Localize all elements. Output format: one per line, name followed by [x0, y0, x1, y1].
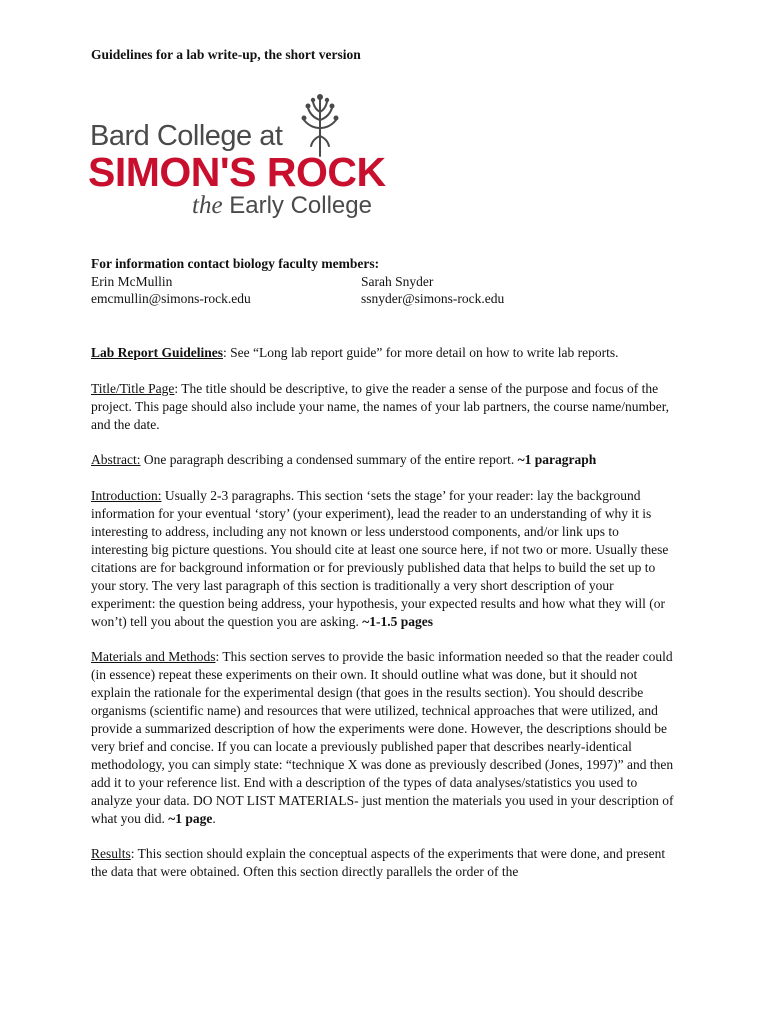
title-page-label: Title/Title Page — [91, 380, 175, 396]
results-paragraph — [91, 845, 677, 881]
contact-emails-row — [91, 290, 691, 308]
college-logo — [88, 92, 388, 227]
abstract-length: ~1 paragraph — [517, 452, 597, 468]
methods-text: : This section serves to provide the basic information needed so that the reader could (in essence) repeat these experiments on their own. It should outline what was done, but it should not explain the rationale for the experimental design (that goes in the results section). You should describe organisms (scientific name) and resources that were utilized, technical approaches that were utilized, and provide a summarized description of how the experiments were done. However, the descriptions should be very brief and concise. If you can locate a previously published paper that describes nearly-identical methodology, you can simply state: “technique X was done as previously described (Jones, 1997)” and then add it to your reference list. End with a description of the types of data analyses/statistics you used to analyze your data. DO NOT LIST MATERIALS- just mention the materials you used in your description of what you did. — [91, 649, 674, 826]
abstract-paragraph — [91, 451, 677, 469]
title-page-text: : The title should be descriptive, to give the reader a sense of the purpose and focus of the project. This page should also include your name, the names of your lab partners, the course name/number, and the date. — [91, 380, 670, 432]
guidelines-body — [91, 344, 677, 899]
logo-line-2: SIMON'S ROCK — [88, 149, 386, 195]
contact-header: For information contact biology faculty members: — [91, 256, 380, 271]
methods-paragraph — [91, 648, 677, 827]
guidelines-text: : See “Long lab report guide” for more detail on how to write lab reports. — [223, 345, 619, 360]
methods-end: . — [212, 810, 216, 826]
guidelines-paragraph — [91, 344, 677, 362]
person2-email: ssnyder@simons-rock.edu — [361, 291, 505, 306]
person2-name: Sarah Snyder — [361, 273, 434, 289]
introduction-label: Introduction: — [91, 488, 162, 504]
logo-line-3 — [192, 192, 372, 220]
abstract-text: One paragraph describing a condensed summary of the entire report. — [140, 452, 518, 468]
contact-block — [91, 255, 691, 308]
logo-line-3-italic: the — [192, 192, 223, 219]
contact-names-row — [91, 273, 691, 291]
guidelines-label: Lab Report Guidelines — [91, 345, 224, 360]
logo-line-1: Bard College at — [90, 120, 283, 152]
introduction-length: ~1-1.5 pages — [362, 613, 433, 629]
results-text: : This section should explain the conceptual aspects of the experiments that were done, and present the data that were obtained. Often this section directly parallels the order of the — [91, 846, 666, 880]
title-page-paragraph — [91, 380, 677, 434]
person1-name: Erin McMullin — [91, 273, 173, 289]
person1-email: emcmullin@simons-rock.edu — [91, 291, 251, 306]
results-label: Results — [91, 846, 131, 862]
methods-label: Materials and Methods — [91, 649, 216, 665]
introduction-text: Usually 2-3 paragraphs. This section ‘sets the stage’ for your reader: lay the background information for your eventual ‘story’ (your experiment), lead the reader to an understanding of why it is interesting to address, including any not known or less understood components, and/or link ups to interesting big picture questions. You should cite at least one source here, if not two or more. Usually these citations are for background information or for previously published data that helps to build the set up to your story. The very last paragraph of this section is traditionally a very short description of your experiment: the question being address, your hypothesis, your expected results and how what they will (or won’t) tell you about the question you are asking. — [91, 488, 669, 629]
introduction-paragraph — [91, 487, 677, 630]
logo-line-3-rest: Early College — [229, 192, 372, 219]
abstract-label: Abstract: — [91, 452, 141, 468]
document-heading: Guidelines for a lab write-up, the short version — [91, 47, 361, 62]
methods-length: ~1 page — [168, 810, 213, 826]
